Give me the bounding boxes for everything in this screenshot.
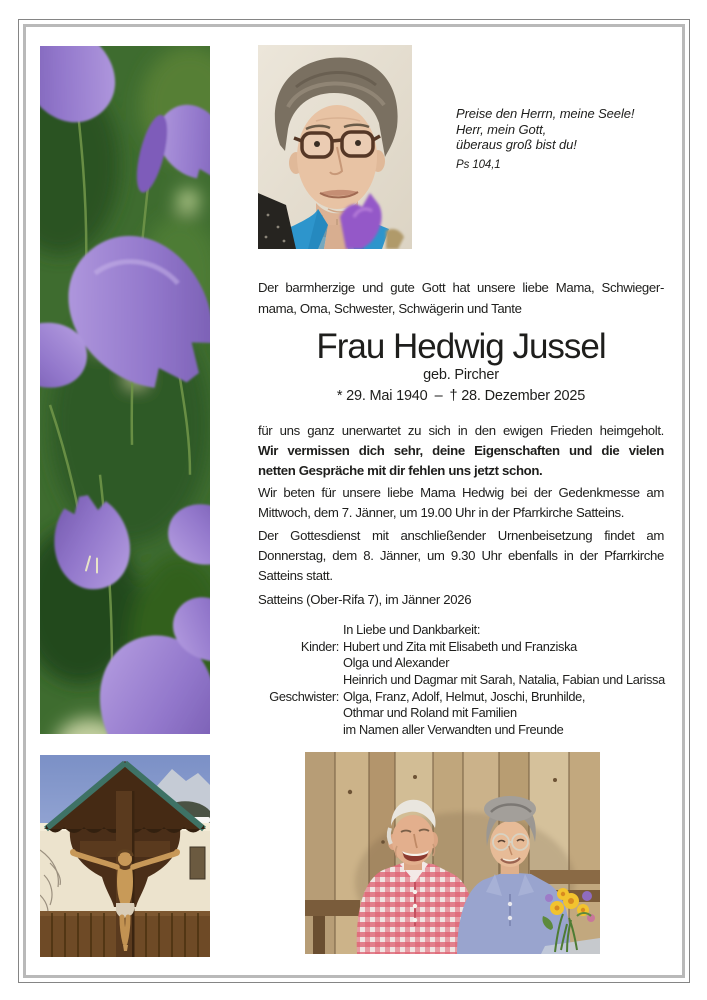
family-line: Heinrich und Dagmar mit Sarah, Natalia, Fabian und Larissa (343, 671, 665, 687)
wayside-cross-photo (40, 755, 210, 957)
paragraph-gottesdienst (258, 526, 664, 585)
place-date: Satteins (Ober-Rifa 7), im Jänner 2026 (258, 592, 472, 608)
family-label (258, 672, 339, 689)
family-label (258, 622, 339, 639)
paragraph-line: Satteins statt. (258, 567, 333, 583)
family-line: Olga und Alexander (343, 655, 450, 671)
family-line: Othmar und Roland mit Familien (343, 705, 517, 721)
intro-line: mama, Oma, Schwester, Schwägerin und Tante (258, 300, 522, 316)
paragraph-line: Wir vermissen dich sehr, deine Eigenschaften und die vielen (258, 442, 664, 458)
psalm-quote (456, 106, 682, 173)
family-label: Kinder: (300, 638, 339, 654)
bellflowers-photo (40, 46, 210, 734)
paragraph-line: Donnerstag, dem 8. Jänner, um 9.30 Uhr ebenfalls in der Pfarrkirche (258, 547, 664, 563)
paragraph-line: netten Gespräche mit dir fehlen uns jetzt schon. (258, 462, 543, 478)
intro-line: Der barmherzige und gute Gott hat unsere liebe Mama, Schwieger- (258, 280, 664, 295)
main-text-column (258, 278, 664, 738)
family-label (258, 705, 339, 722)
family-line: Hubert und Zita mit Elisabeth und Franziska (343, 638, 577, 654)
paragraph-heimgeholt (258, 421, 664, 441)
family-label (258, 722, 339, 739)
family-acknowledgement (258, 622, 688, 738)
quote-line: Preise den Herrn, meine Seele! (456, 106, 635, 121)
paragraph-gedenkmesse (258, 483, 664, 523)
paragraph-vermissen (258, 441, 664, 481)
portrait-photo (258, 45, 412, 249)
intro-text (258, 278, 664, 319)
quote-line: überaus groß bist du! (456, 137, 577, 152)
family-line: In Liebe und Dankbarkeit: (343, 622, 481, 638)
paragraph-line: Wir beten für unsere liebe Mama Hedwig bei der Gedenkmesse am (258, 485, 664, 501)
deceased-name: Frau Hedwig Jussel (316, 327, 606, 366)
birth-name: geb. Pircher (423, 367, 499, 383)
paragraph-line: Der Gottesdienst mit anschließender Urnenbeisetzung findet am (258, 527, 664, 543)
family-label: Geschwister: (269, 688, 339, 704)
family-line: im Namen aller Verwandten und Freunde (343, 721, 564, 737)
quote-line: Herr, mein Gott, (456, 121, 547, 137)
quote-source: Ps 104,1 (456, 158, 501, 171)
family-line: Olga, Franz, Adolf, Helmut, Joschi, Brunhilde, (343, 688, 586, 704)
paragraph-line: Mittwoch, dem 7. Jänner, um 19.00 Uhr in der Pfarrkirche Satteins. (258, 505, 625, 521)
life-dates: * 29. Mai 1940 – † 28. Dezember 2025 (336, 388, 586, 404)
couple-photo (305, 752, 600, 954)
family-label (258, 655, 339, 672)
paragraph-line: für uns ganz unerwartet zu sich in den ewigen Frieden heimgeholt. (258, 423, 664, 438)
